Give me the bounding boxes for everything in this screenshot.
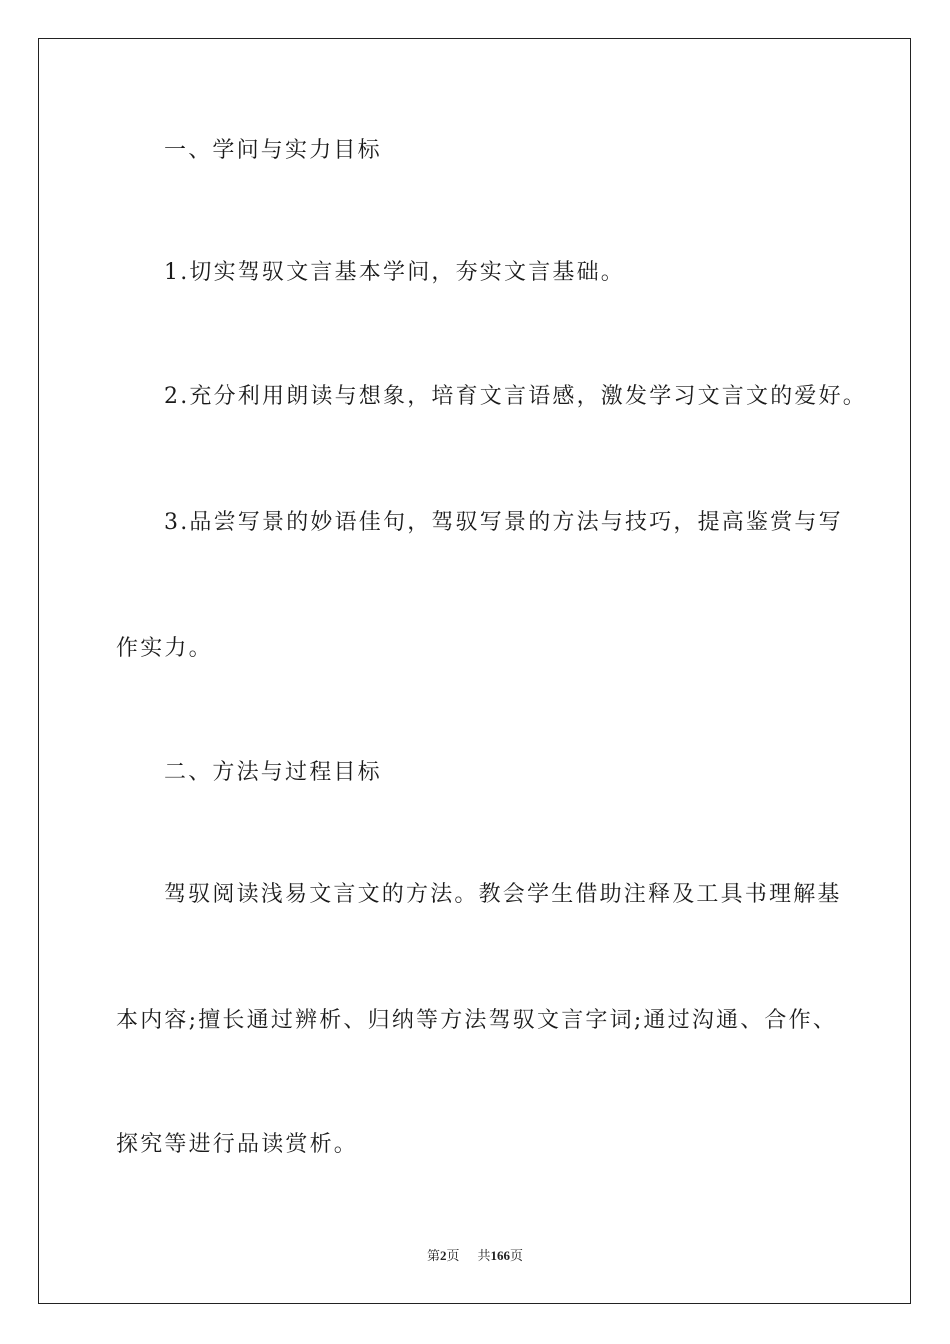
page-footer: [0, 1247, 950, 1265]
total-prefix: 共: [477, 1248, 491, 1263]
paragraph-method-line-3: 探究等进行品读赏析。: [116, 1132, 359, 1157]
paragraph-goal-2: 2.充分利用朗读与想象，培育文言语感，激发学习文言文的爱好。: [164, 384, 867, 409]
section-heading-knowledge: 一、学问与实力目标: [164, 138, 382, 163]
page-suffix: 页: [446, 1248, 460, 1263]
paragraph-method-line-2: 本内容;擅长通过辨析、归纳等方法驾驭文言字词;通过沟通、合作、: [116, 1008, 838, 1033]
page-prefix: 第: [426, 1248, 440, 1263]
paragraph-goal-3-continued: 作实力。: [116, 636, 213, 661]
page-number: 2: [439, 1248, 447, 1263]
paragraph-goal-1: 1.切实驾驭文言基本学问，夯实文言基础。: [164, 260, 625, 285]
paragraph-method-line-1: 驾驭阅读浅易文言文的方法。教会学生借助注释及工具书理解基: [164, 882, 842, 907]
total-pages: 166: [490, 1248, 511, 1263]
total-suffix: 页: [510, 1248, 524, 1263]
section-heading-method: 二、方法与过程目标: [164, 760, 382, 785]
paragraph-goal-3: 3.品尝写景的妙语佳句，驾驭写景的方法与技巧，提高鉴赏与写: [164, 510, 843, 535]
page-border: [38, 38, 911, 1304]
